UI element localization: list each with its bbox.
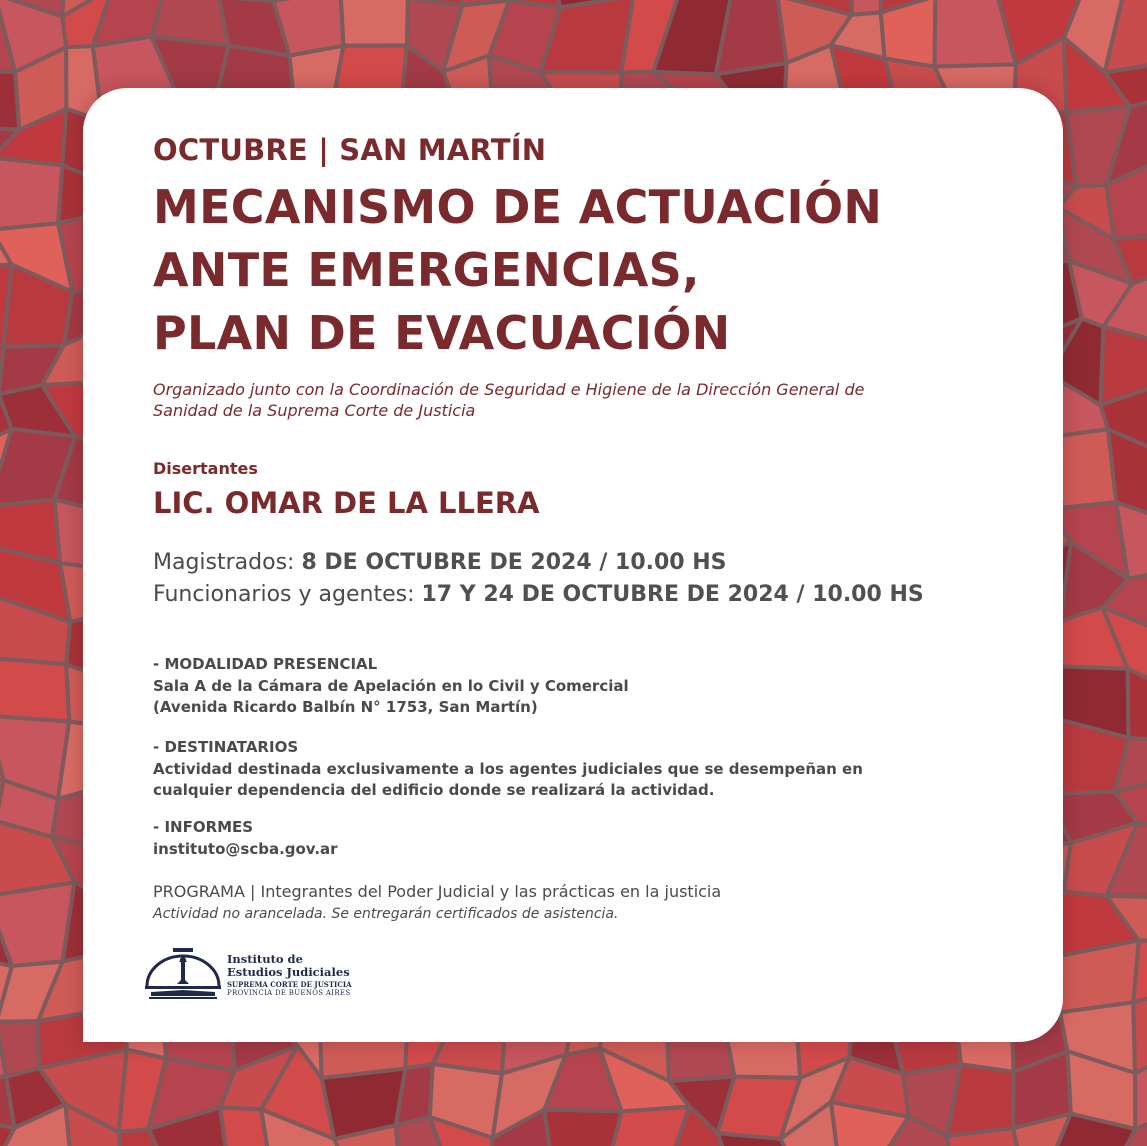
- logo-line: PROVINCIA DE BUENOS AIRES: [227, 989, 351, 997]
- mosaic-tile: [0, 658, 69, 722]
- schedule-magistrados: [153, 550, 727, 575]
- mosaic-tile: [947, 1064, 1014, 1136]
- mosaic-tile: [1133, 995, 1147, 1073]
- schedule-when: 17 Y 24 DE OCTUBRE DE 2024 / 10.00 HS: [421, 582, 924, 607]
- organizer-line: Organizado junto con la Coordinación de Seguridad e Higiene de la Dirección General de: [153, 380, 865, 399]
- section-heading-informes: - INFORMES: [153, 818, 254, 836]
- section-line: Actividad destinada exclusivamente a los agentes judiciales que se desempeñan en: [153, 760, 863, 778]
- mosaic-tile: [1128, 669, 1147, 742]
- mosaic-tile: [0, 158, 62, 230]
- institute-logo: [143, 946, 383, 1002]
- mosaic-tile: [881, 0, 936, 67]
- contact-email: [153, 839, 338, 860]
- mosaic-tile: [544, 1110, 621, 1146]
- section-line: cualquier dependencia del edificio donde se realizará la actividad.: [153, 781, 715, 799]
- email-text: instituto@scba.gov.ar: [153, 840, 338, 858]
- organizer-text: [153, 379, 864, 421]
- event-title: [153, 176, 882, 365]
- logo-line: Instituto de: [227, 952, 303, 966]
- speakers-label: Disertantes: [153, 459, 258, 478]
- section-body-destinatarios: [153, 759, 863, 801]
- schedule-when: 8 DE OCTUBRE DE 2024 / 10.00 HS: [301, 550, 727, 575]
- logo-line: SUPREMA CORTE DE JUSTICIA: [227, 980, 352, 989]
- section-heading-modalidad: - MODALIDAD PRESENCIAL: [153, 655, 378, 673]
- justice-emblem-icon: [143, 946, 223, 1002]
- organizer-line: Sanidad de la Suprema Corte de Justicia: [153, 401, 476, 420]
- mosaic-tile: [341, 0, 408, 46]
- schedule-audience: Magistrados:: [153, 550, 302, 575]
- section-heading-destinatarios: - DESTINATARIOS: [153, 738, 299, 756]
- schedule-audience: Funcionarios y agentes:: [153, 582, 422, 607]
- schedule-funcionarios: [153, 582, 924, 607]
- speaker-name: LIC. OMAR DE LA LLERA: [153, 486, 540, 520]
- logo-line: Estudios Judiciales: [227, 965, 350, 979]
- event-title-line: MECANISMO DE ACTUACIÓN: [153, 180, 883, 234]
- section-line: Sala A de la Cámara de Apelación en lo Civil y Comercial: [153, 677, 629, 695]
- event-date-location: OCTUBRE | SAN MARTÍN: [153, 133, 547, 167]
- event-title-line: ANTE EMERGENCIAS,: [153, 243, 700, 297]
- fee-note: Actividad no arancelada. Se entregarán certificados de asistencia.: [153, 906, 619, 922]
- section-line: (Avenida Ricardo Balbín N° 1753, San Martín): [153, 698, 538, 716]
- program-text: PROGRAMA | Integrantes del Poder Judicial y las prácticas en la justicia: [153, 882, 722, 901]
- section-body-modalidad: [153, 676, 629, 718]
- event-title-line: PLAN DE EVACUACIÓN: [153, 306, 731, 360]
